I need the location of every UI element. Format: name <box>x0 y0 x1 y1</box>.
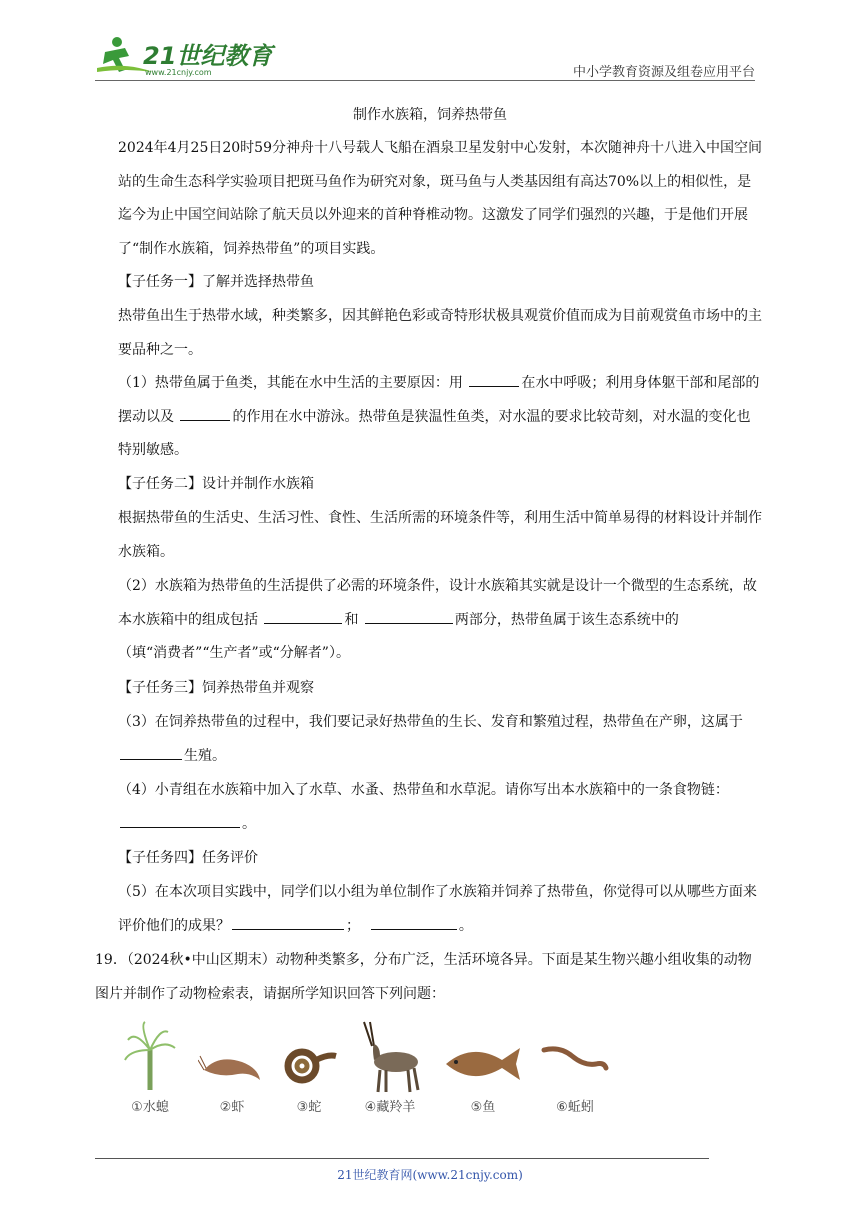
answer-blank[interactable] <box>120 809 240 828</box>
question-5: （5）在本次项目实践中，同学们以小组为单位制作了水族箱并饲养了热带鱼，你觉得可以从哪些方面来评价他们的成果？ ； 。 <box>118 884 757 934</box>
task2-heading: 【子任务二】设计并制作水族箱 <box>118 476 314 492</box>
animal-label: ③蛇 <box>296 1100 322 1115</box>
task4-heading: 【子任务四】任务评价 <box>118 850 258 866</box>
hydra-icon <box>120 1020 180 1115</box>
platform-name: 中小学教育资源及组卷应用平台 <box>572 65 755 80</box>
question-1: （1）热带鱼属于鱼类，其能在水中生活的主要原因：用 在水中呼吸；利用身体躯干部和尾部的摆动以及 的作用在水中游泳。热带鱼是狭温性鱼类，对水温的要求比较苛刻，对水温的变化也特别敏感。 <box>118 367 763 468</box>
task1-desc: 热带鱼出生于热带水域，种类繁多，因其鲜艳色彩或奇特形状极具观赏价值而成为目前观赏鱼市场中的主要品种之一。 <box>118 308 762 358</box>
svg-text:www.21cnjy.com: www.21cnjy.com <box>145 68 212 77</box>
question-4: （4）小青组在水族箱中加入了水草、水蚤、热带鱼和水草泥。请你写出本水族箱中的一条食物链：。 <box>118 782 729 832</box>
footer-divider <box>95 1158 709 1159</box>
site-logo <box>95 34 285 78</box>
animal-label: ①水螅 <box>131 1100 169 1115</box>
question-3: （3）在饲养热带鱼的过程中，我们要记录好热带鱼的生长、发育和繁殖过程，热带鱼在产卵，这属于 生殖。 <box>118 714 743 764</box>
svg-text:21世纪教育: 21世纪教育 <box>143 42 273 70</box>
answer-blank[interactable] <box>371 911 457 930</box>
earthworm-icon <box>540 1020 610 1115</box>
antelope-icon <box>352 1020 428 1115</box>
question-number: 19． <box>95 952 127 968</box>
question-19: 19．（2024秋•中山区期末）动物种类繁多，分布广泛，生活环境各异。下面是某生物兴趣小组收集的动物图片并制作了动物检索表，请据所学知识回答下列问题： <box>95 952 752 1002</box>
task1-heading: 【子任务一】了解并选择热带鱼 <box>118 274 314 290</box>
answer-blank[interactable] <box>365 605 453 624</box>
animal-label: ④藏羚羊 <box>364 1100 416 1115</box>
animal-label: ⑤鱼 <box>470 1100 496 1115</box>
animal-images <box>120 1020 610 1115</box>
page-title: 制作水族箱，饲养热带鱼 <box>353 107 507 123</box>
question-2: （2）水族箱为热带鱼的生活提供了必需的环境条件，设计水族箱其实就是设计一个微型的生态系统，故本水族箱中的组成包括 和 两部分，热带鱼属于该生态系统中的 （填“消费者”“生产者”或“分解者”）。 <box>118 578 757 661</box>
task3-heading: 【子任务三】饲养热带鱼并观察 <box>118 680 314 696</box>
page-header <box>95 34 755 84</box>
header-divider <box>95 80 755 81</box>
answer-blank[interactable] <box>232 911 344 930</box>
fish-icon <box>442 1020 524 1115</box>
footer-link[interactable]: 21世纪教育网(www.21cnjy.com) <box>337 1168 523 1182</box>
answer-blank[interactable] <box>180 402 230 421</box>
animal-label: ②虾 <box>219 1100 245 1115</box>
answer-blank[interactable] <box>469 368 519 387</box>
animal-label: ⑥蚯蚓 <box>556 1100 594 1115</box>
shrimp-icon <box>198 1020 266 1115</box>
intro-paragraph <box>118 132 763 266</box>
intro-text: 2024年4月25日20时59分神舟十八号载人飞船在酒泉卫星发射中心发射，本次随神舟十八进入中国空间站的生命生态科学实验项目把斑马鱼作为研究对象，斑马鱼与人类基因组有高达70%以上的相似性，是迄今为止中国空间站除了航天员以外迎来的首种脊椎动物。这激发了同学们强烈的兴趣，于是他们开展了“制作水族箱，饲养热带鱼”的项目实践。 <box>118 140 762 257</box>
snake-icon <box>278 1020 340 1115</box>
answer-blank[interactable] <box>264 605 342 624</box>
task2-desc: 根据热带鱼的生活史、生活习性、食性、生活所需的环境条件等，利用生活中简单易得的材料设计并制作水族箱。 <box>118 510 762 560</box>
answer-blank[interactable] <box>120 741 182 760</box>
